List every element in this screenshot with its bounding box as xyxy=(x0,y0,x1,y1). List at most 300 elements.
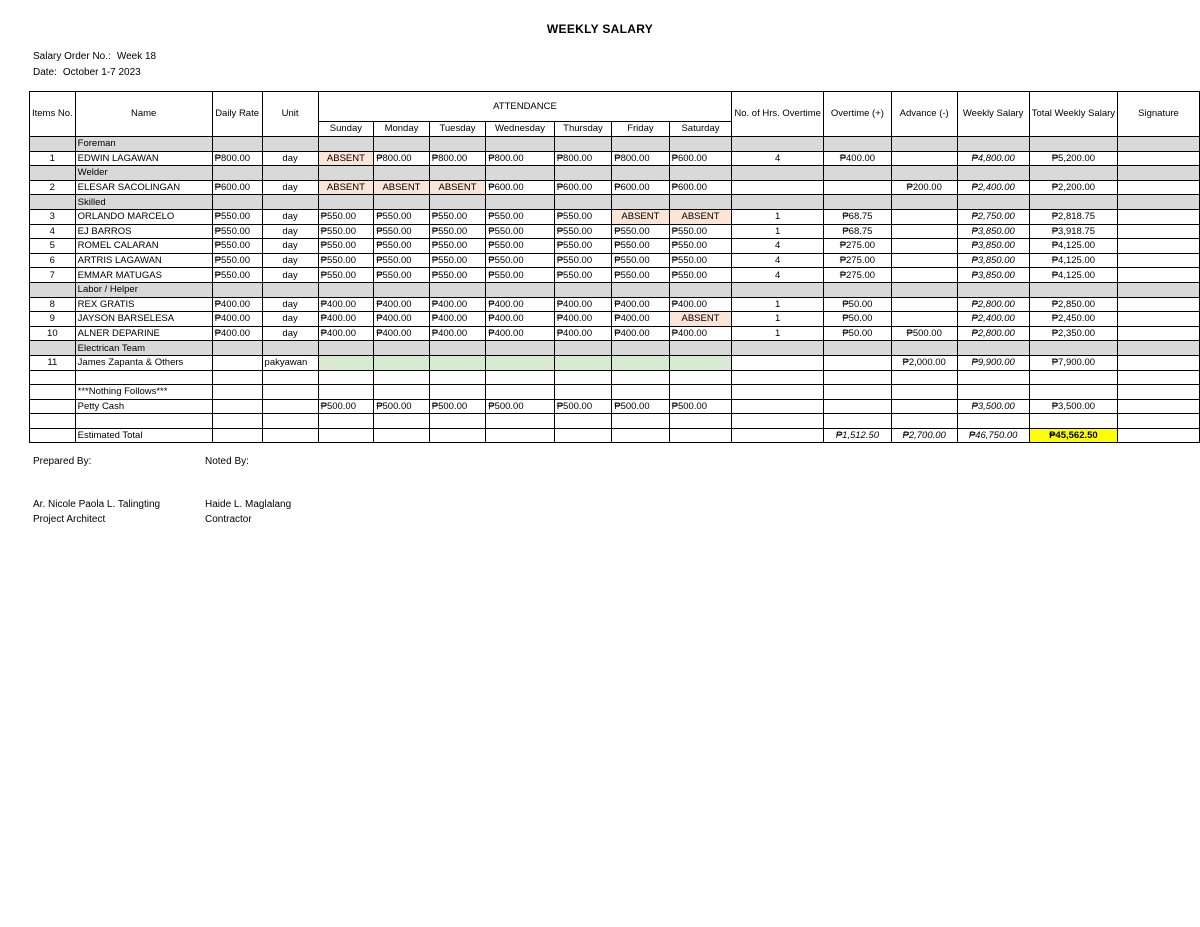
daily-rate: ₱600.00 xyxy=(212,180,262,195)
daily-rate: ₱550.00 xyxy=(212,224,262,239)
daily-rate: ₱800.00 xyxy=(212,151,262,166)
day-pay: ₱800.00 xyxy=(612,151,669,166)
empty-cell xyxy=(1029,414,1117,429)
header-advance: Advance (-) xyxy=(891,92,957,137)
header-friday: Friday xyxy=(612,122,669,137)
day-pay: ₱550.00 xyxy=(429,268,485,283)
day-pay: ₱400.00 xyxy=(669,326,732,341)
absent-cell: ABSENT xyxy=(669,209,732,224)
empty-cell xyxy=(554,414,612,429)
empty-cell xyxy=(30,166,76,181)
empty-cell xyxy=(212,282,262,297)
estimated-total-label: Estimated Total xyxy=(75,428,212,443)
day-pay: ₱400.00 xyxy=(486,297,554,312)
table-row xyxy=(30,355,1200,370)
advance-amount xyxy=(891,297,957,312)
empty-cell xyxy=(554,195,612,210)
empty-cell xyxy=(669,385,732,400)
signature-cell xyxy=(1118,209,1200,224)
empty-cell xyxy=(429,341,485,356)
day-pay: ₱550.00 xyxy=(318,209,374,224)
empty-cell xyxy=(486,370,554,385)
petty-cash-row xyxy=(30,399,1200,414)
empty-cell xyxy=(957,341,1029,356)
empty-cell xyxy=(891,166,957,181)
advance-amount xyxy=(891,239,957,254)
empty-cell xyxy=(823,341,891,356)
day-pay: ₱550.00 xyxy=(612,253,669,268)
day-pay: ₱550.00 xyxy=(374,209,430,224)
salary-order-line xyxy=(33,51,156,62)
pakyawan-cell xyxy=(318,355,374,370)
day-pay: ₱550.00 xyxy=(554,239,612,254)
employee-name: JAYSON BARSELESA xyxy=(75,312,212,327)
overtime-hours: 1 xyxy=(732,297,824,312)
category-row-labor xyxy=(30,282,1200,297)
empty-cell xyxy=(669,414,732,429)
day-pay: ₱600.00 xyxy=(612,180,669,195)
empty-cell xyxy=(612,341,669,356)
overtime-amount: ₱275.00 xyxy=(823,253,891,268)
item-number: 7 xyxy=(30,268,76,283)
table-row xyxy=(30,326,1200,341)
empty-cell xyxy=(891,137,957,152)
day-pay: ₱550.00 xyxy=(374,224,430,239)
item-number: 2 xyxy=(30,180,76,195)
advance-amount xyxy=(891,151,957,166)
empty-cell xyxy=(262,137,318,152)
overtime-hours: 4 xyxy=(732,239,824,254)
empty-cell xyxy=(957,414,1029,429)
day-pay: ₱600.00 xyxy=(486,180,554,195)
day-pay: ₱550.00 xyxy=(486,209,554,224)
overtime-hours: 1 xyxy=(732,224,824,239)
day-pay: ₱550.00 xyxy=(374,239,430,254)
empty-cell xyxy=(1118,195,1200,210)
absent-cell: ABSENT xyxy=(669,312,732,327)
header-ot-hours: No. of Hrs. Overtime xyxy=(732,92,824,137)
empty-cell xyxy=(318,414,374,429)
day-pay: ₱550.00 xyxy=(318,239,374,254)
daily-rate: ₱550.00 xyxy=(212,239,262,254)
petty-cash-day: ₱500.00 xyxy=(429,399,485,414)
petty-cash-label: Petty Cash xyxy=(75,399,212,414)
signature-cell xyxy=(1118,180,1200,195)
empty-cell xyxy=(30,385,76,400)
day-pay: ₱400.00 xyxy=(318,326,374,341)
category-label: Electrican Team xyxy=(75,341,212,356)
empty-cell xyxy=(732,428,824,443)
absent-cell: ABSENT xyxy=(429,180,485,195)
weekly-salary: ₱2,750.00 xyxy=(957,209,1029,224)
advance-amount xyxy=(891,268,957,283)
pakyawan-cell xyxy=(374,355,430,370)
pakyawan-cell xyxy=(612,355,669,370)
empty-cell xyxy=(212,195,262,210)
daily-rate: ₱400.00 xyxy=(212,297,262,312)
overtime-hours: 4 xyxy=(732,253,824,268)
header-sunday: Sunday xyxy=(318,122,374,137)
empty-cell xyxy=(262,195,318,210)
day-pay: ₱550.00 xyxy=(429,224,485,239)
empty-cell xyxy=(318,166,374,181)
day-pay: ₱550.00 xyxy=(612,224,669,239)
item-number: 3 xyxy=(30,209,76,224)
empty-cell xyxy=(429,195,485,210)
advance-amount xyxy=(891,253,957,268)
day-pay: ₱550.00 xyxy=(486,268,554,283)
empty-cell xyxy=(1029,370,1117,385)
empty-cell xyxy=(1118,137,1200,152)
empty-cell xyxy=(1118,341,1200,356)
empty-cell xyxy=(318,428,374,443)
grand-total: ₱45,562.50 xyxy=(1029,428,1117,443)
item-number: 10 xyxy=(30,326,76,341)
employee-name: ELESAR SACOLINGAN xyxy=(75,180,212,195)
total-advance: ₱2,700.00 xyxy=(891,428,957,443)
empty-cell xyxy=(891,385,957,400)
empty-cell xyxy=(30,428,76,443)
empty-cell xyxy=(429,370,485,385)
daily-rate: ₱400.00 xyxy=(212,312,262,327)
empty-cell xyxy=(75,414,212,429)
nothing-follows-note: ***Nothing Follows*** xyxy=(75,385,212,400)
empty-cell xyxy=(429,282,485,297)
weekly-salary: ₱2,800.00 xyxy=(957,297,1029,312)
employee-name: REX GRATIS xyxy=(75,297,212,312)
pakyawan-cell xyxy=(554,355,612,370)
category-label: Foreman xyxy=(75,137,212,152)
empty-cell xyxy=(374,137,430,152)
day-pay: ₱800.00 xyxy=(554,151,612,166)
header-wednesday: Wednesday xyxy=(486,122,554,137)
empty-cell xyxy=(732,341,824,356)
day-pay: ₱550.00 xyxy=(669,239,732,254)
empty-cell xyxy=(957,195,1029,210)
day-pay: ₱400.00 xyxy=(612,326,669,341)
unit: day xyxy=(262,268,318,283)
empty-cell xyxy=(554,137,612,152)
empty-cell xyxy=(823,282,891,297)
daily-rate: ₱550.00 xyxy=(212,253,262,268)
weekly-salary: ₱2,400.00 xyxy=(957,312,1029,327)
overtime-amount: ₱275.00 xyxy=(823,239,891,254)
empty-cell xyxy=(429,385,485,400)
day-pay: ₱400.00 xyxy=(374,312,430,327)
weekly-salary: ₱3,850.00 xyxy=(957,253,1029,268)
empty-cell xyxy=(669,195,732,210)
absent-cell: ABSENT xyxy=(612,209,669,224)
table-row xyxy=(30,180,1200,195)
unit: day xyxy=(262,253,318,268)
total-weekly-salary: ₱4,125.00 xyxy=(1029,253,1117,268)
empty-cell xyxy=(30,399,76,414)
empty-cell xyxy=(669,370,732,385)
preparer-name: Ar. Nicole Paola L. Talingting xyxy=(33,499,161,510)
empty-cell xyxy=(1029,195,1117,210)
day-pay: ₱400.00 xyxy=(318,312,374,327)
weekly-salary: ₱2,400.00 xyxy=(957,180,1029,195)
signature-cell xyxy=(1118,399,1200,414)
header-weekly-salary: Weekly Salary xyxy=(957,92,1029,137)
empty-cell xyxy=(612,370,669,385)
total-overtime: ₱1,512.50 xyxy=(823,428,891,443)
salary-order-label: Salary Order No.: xyxy=(33,51,111,62)
empty-cell xyxy=(957,137,1029,152)
empty-cell xyxy=(669,341,732,356)
empty-cell xyxy=(212,341,262,356)
empty-cell xyxy=(554,428,612,443)
empty-cell xyxy=(732,414,824,429)
empty-cell xyxy=(732,137,824,152)
salary-table xyxy=(29,91,1200,443)
signature-cell xyxy=(1118,268,1200,283)
total-weekly-salary: ₱2,818.75 xyxy=(1029,209,1117,224)
signature-cell xyxy=(1118,312,1200,327)
day-pay: ₱400.00 xyxy=(429,326,485,341)
total-weekly-salary: ₱3,918.75 xyxy=(1029,224,1117,239)
daily-rate: ₱400.00 xyxy=(212,326,262,341)
empty-cell xyxy=(212,385,262,400)
empty-cell xyxy=(823,385,891,400)
petty-cash-day: ₱500.00 xyxy=(554,399,612,414)
empty-cell xyxy=(1029,341,1117,356)
day-pay: ₱550.00 xyxy=(669,224,732,239)
empty-cell xyxy=(374,370,430,385)
category-label: Skilled xyxy=(75,195,212,210)
table-row xyxy=(30,297,1200,312)
empty-cell xyxy=(612,195,669,210)
day-pay: ₱400.00 xyxy=(429,297,485,312)
employee-name: ORLANDO MARCELO xyxy=(75,209,212,224)
unit: day xyxy=(262,224,318,239)
empty-cell xyxy=(1118,385,1200,400)
daily-rate: ₱550.00 xyxy=(212,209,262,224)
empty-cell xyxy=(732,385,824,400)
empty-cell xyxy=(318,195,374,210)
empty-cell xyxy=(823,399,891,414)
table-row xyxy=(30,209,1200,224)
day-pay: ₱800.00 xyxy=(429,151,485,166)
day-pay: ₱550.00 xyxy=(318,268,374,283)
total-weekly-salary: ₱7,900.00 xyxy=(1029,355,1117,370)
salary-order-value: Week 18 xyxy=(116,51,157,62)
empty-cell xyxy=(318,385,374,400)
empty-cell xyxy=(1029,385,1117,400)
item-number: 1 xyxy=(30,151,76,166)
header-name: Name xyxy=(75,92,212,137)
empty-cell xyxy=(212,414,262,429)
noter-name: Haide L. Maglalang xyxy=(205,499,292,510)
header-signature: Signature xyxy=(1118,92,1200,137)
advance-amount xyxy=(891,224,957,239)
weekly-salary: ₱9,900.00 xyxy=(957,355,1029,370)
empty-cell xyxy=(612,282,669,297)
estimated-total-row xyxy=(30,428,1200,443)
unit: pakyawan xyxy=(262,355,318,370)
day-pay: ₱550.00 xyxy=(318,253,374,268)
day-pay: ₱400.00 xyxy=(429,312,485,327)
header-tuesday: Tuesday xyxy=(429,122,485,137)
header-daily-rate: Daily Rate xyxy=(212,92,262,137)
daily-rate: ₱550.00 xyxy=(212,268,262,283)
day-pay: ₱400.00 xyxy=(486,326,554,341)
overtime-amount: ₱68.75 xyxy=(823,224,891,239)
empty-cell xyxy=(262,385,318,400)
empty-cell xyxy=(374,414,430,429)
day-pay: ₱600.00 xyxy=(669,180,732,195)
empty-cell xyxy=(823,370,891,385)
employee-name: James Zapanta & Others xyxy=(75,355,212,370)
day-pay: ₱550.00 xyxy=(429,209,485,224)
category-label: Welder xyxy=(75,166,212,181)
day-pay: ₱550.00 xyxy=(612,239,669,254)
empty-cell xyxy=(318,341,374,356)
unit: day xyxy=(262,297,318,312)
empty-cell xyxy=(75,370,212,385)
overtime-amount: ₱50.00 xyxy=(823,312,891,327)
day-pay: ₱550.00 xyxy=(612,268,669,283)
table-row xyxy=(30,224,1200,239)
day-pay: ₱800.00 xyxy=(374,151,430,166)
header-monday: Monday xyxy=(374,122,430,137)
signature-cell xyxy=(1118,239,1200,254)
employee-name: EJ BARROS xyxy=(75,224,212,239)
day-pay: ₱550.00 xyxy=(486,224,554,239)
day-pay: ₱400.00 xyxy=(486,312,554,327)
date-label: Date: xyxy=(33,67,57,78)
empty-cell xyxy=(1029,282,1117,297)
empty-cell xyxy=(1118,166,1200,181)
empty-cell xyxy=(891,282,957,297)
empty-cell xyxy=(957,166,1029,181)
empty-cell xyxy=(262,414,318,429)
category-row-electrician xyxy=(30,341,1200,356)
salary-table-body xyxy=(30,137,1200,443)
empty-cell xyxy=(732,399,824,414)
empty-cell xyxy=(669,166,732,181)
petty-cash-day: ₱500.00 xyxy=(612,399,669,414)
overtime-amount xyxy=(823,355,891,370)
overtime-hours: 4 xyxy=(732,268,824,283)
empty-cell xyxy=(486,282,554,297)
empty-cell xyxy=(212,137,262,152)
empty-cell xyxy=(262,428,318,443)
day-pay: ₱550.00 xyxy=(554,253,612,268)
day-pay: ₱400.00 xyxy=(554,312,612,327)
empty-cell xyxy=(732,282,824,297)
header-unit: Unit xyxy=(262,92,318,137)
weekly-salary: ₱3,850.00 xyxy=(957,268,1029,283)
empty-cell xyxy=(262,282,318,297)
empty-cell xyxy=(823,166,891,181)
empty-cell xyxy=(891,195,957,210)
empty-cell xyxy=(486,385,554,400)
empty-cell xyxy=(732,370,824,385)
item-number: 11 xyxy=(30,355,76,370)
unit: day xyxy=(262,180,318,195)
empty-cell xyxy=(486,341,554,356)
advance-amount: ₱500.00 xyxy=(891,326,957,341)
day-pay: ₱550.00 xyxy=(374,268,430,283)
empty-cell xyxy=(374,166,430,181)
document-title: WEEKLY SALARY xyxy=(546,22,654,36)
empty-cell xyxy=(429,137,485,152)
unit: day xyxy=(262,151,318,166)
overtime-amount: ₱68.75 xyxy=(823,209,891,224)
empty-cell xyxy=(30,137,76,152)
empty-cell xyxy=(486,137,554,152)
overtime-hours: 4 xyxy=(732,151,824,166)
blank-row xyxy=(30,370,1200,385)
empty-cell xyxy=(823,414,891,429)
empty-cell xyxy=(318,137,374,152)
empty-cell xyxy=(891,414,957,429)
total-weekly-salary: ₱2,450.00 xyxy=(1029,312,1117,327)
day-pay: ₱550.00 xyxy=(374,253,430,268)
day-pay: ₱400.00 xyxy=(318,297,374,312)
empty-cell xyxy=(612,137,669,152)
empty-cell xyxy=(374,341,430,356)
petty-cash-total: ₱3,500.00 xyxy=(1029,399,1117,414)
empty-cell xyxy=(486,414,554,429)
pakyawan-cell xyxy=(669,355,732,370)
empty-cell xyxy=(212,428,262,443)
total-weekly-salary: ₱2,200.00 xyxy=(1029,180,1117,195)
date-line xyxy=(33,67,141,78)
signature-cell xyxy=(1118,355,1200,370)
category-label: Labor / Helper xyxy=(75,282,212,297)
empty-cell xyxy=(374,428,430,443)
overtime-hours: 1 xyxy=(732,326,824,341)
total-weekly: ₱46,750.00 xyxy=(957,428,1029,443)
empty-cell xyxy=(374,282,430,297)
table-row xyxy=(30,268,1200,283)
empty-cell xyxy=(30,370,76,385)
empty-cell xyxy=(212,399,262,414)
signature-cell xyxy=(1118,326,1200,341)
table-row xyxy=(30,312,1200,327)
category-row-welder xyxy=(30,166,1200,181)
blank-row xyxy=(30,414,1200,429)
weekly-salary: ₱3,850.00 xyxy=(957,224,1029,239)
day-pay: ₱600.00 xyxy=(669,151,732,166)
day-pay: ₱550.00 xyxy=(669,253,732,268)
weekly-salary: ₱2,800.00 xyxy=(957,326,1029,341)
employee-name: EMMAR MATUGAS xyxy=(75,268,212,283)
overtime-amount: ₱50.00 xyxy=(823,326,891,341)
empty-cell xyxy=(612,428,669,443)
empty-cell xyxy=(486,166,554,181)
advance-amount: ₱2,000.00 xyxy=(891,355,957,370)
overtime-amount: ₱275.00 xyxy=(823,268,891,283)
date-value: October 1-7 2023 xyxy=(62,67,141,78)
overtime-hours xyxy=(732,180,824,195)
header-overtime: Overtime (+) xyxy=(823,92,891,137)
overtime-amount: ₱400.00 xyxy=(823,151,891,166)
empty-cell xyxy=(1118,282,1200,297)
empty-cell xyxy=(957,282,1029,297)
overtime-hours: 1 xyxy=(732,312,824,327)
day-pay: ₱550.00 xyxy=(486,239,554,254)
empty-cell xyxy=(212,166,262,181)
day-pay: ₱800.00 xyxy=(486,151,554,166)
pakyawan-cell xyxy=(486,355,554,370)
day-pay: ₱550.00 xyxy=(554,224,612,239)
empty-cell xyxy=(732,195,824,210)
empty-cell xyxy=(957,385,1029,400)
petty-cash-weekly: ₱3,500.00 xyxy=(957,399,1029,414)
